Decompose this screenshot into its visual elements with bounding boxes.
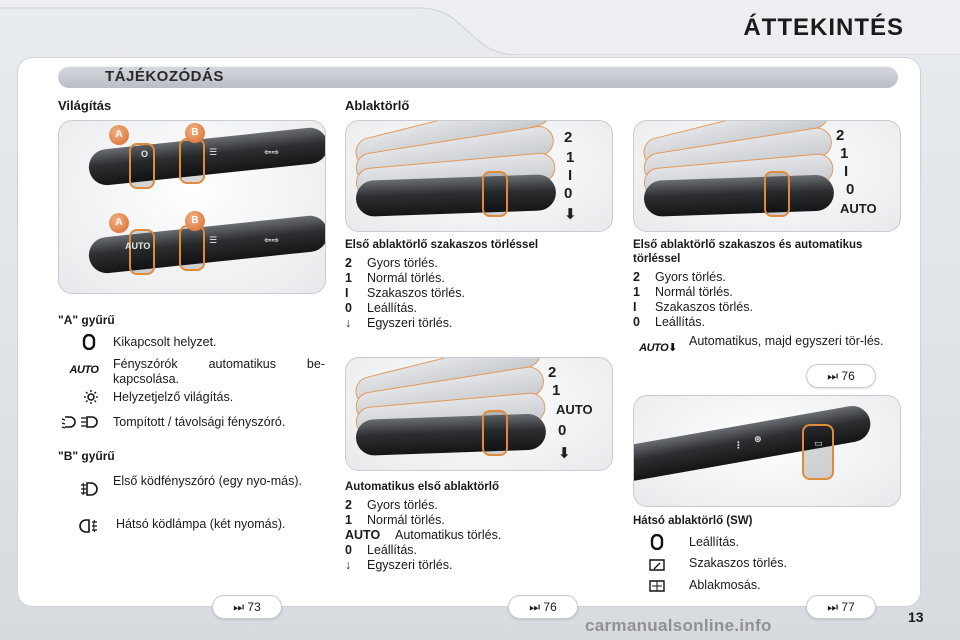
list-item bbox=[345, 498, 501, 513]
list-item bbox=[345, 271, 465, 286]
list-text: Gyors törlés. bbox=[367, 498, 438, 512]
list-text: Leállítás. bbox=[367, 543, 418, 557]
off-ring-icon bbox=[72, 334, 106, 352]
list-text: Szakaszos törlés. bbox=[367, 286, 465, 300]
list-item bbox=[345, 256, 465, 271]
list-key: 0 bbox=[345, 301, 352, 315]
list-text: Leállítás. bbox=[367, 301, 418, 315]
list-item bbox=[633, 270, 753, 285]
intermittent-auto-ring-band bbox=[764, 171, 790, 217]
page-title: ÁTTEKINTÉS bbox=[743, 14, 904, 41]
rear-fog-icon bbox=[72, 518, 106, 536]
list-text: Normál törlés. bbox=[655, 285, 733, 299]
list-item bbox=[345, 286, 465, 301]
section-title: TÁJÉKOZÓDÁS bbox=[105, 68, 224, 85]
list-text: Leállítás. bbox=[655, 315, 706, 329]
ref-page-77: 77 bbox=[841, 600, 855, 614]
list-text: Gyors törlés. bbox=[655, 270, 726, 284]
position-label-2: 2 bbox=[548, 364, 557, 381]
list-key: AUTO bbox=[345, 528, 381, 542]
intermittent-stalk bbox=[355, 174, 556, 217]
intermittent-list bbox=[345, 256, 465, 331]
list-text: Gyors törlés. bbox=[367, 256, 438, 270]
intermittent-auto-item-auto: Automatikus, majd egyszeri tör-lés. bbox=[689, 334, 884, 348]
position-label-1: 1 bbox=[566, 149, 575, 166]
wipers-heading: Ablaktörlő bbox=[345, 98, 410, 113]
stalk-mark-scale: ⋮ bbox=[734, 440, 743, 450]
list-key: 1 bbox=[345, 271, 352, 285]
ref-pill-lighting[interactable] bbox=[212, 595, 282, 619]
list-text: Egyszeri törlés. bbox=[367, 316, 453, 330]
list-item bbox=[345, 558, 501, 573]
rear-intermittent-icon bbox=[640, 557, 674, 575]
ring-b-heading: "B" gyűrű bbox=[58, 449, 115, 463]
ring-a-badge: A bbox=[109, 125, 129, 145]
intermittent-auto-list bbox=[633, 270, 753, 330]
list-key: ↓ bbox=[345, 558, 352, 572]
intermittent-wiper-illustration bbox=[345, 120, 613, 232]
list-key: 2 bbox=[633, 270, 640, 284]
intermittent-auto-wiper-illustration bbox=[633, 120, 901, 232]
ring-b-badge-lower: B bbox=[185, 211, 205, 231]
position-label-1: 1 bbox=[552, 382, 561, 399]
sidelight-icon bbox=[74, 389, 108, 407]
off-ring-icon bbox=[640, 534, 674, 552]
ring-b-band bbox=[179, 138, 205, 184]
ring-a-item-sidelight: Helyzetjelző világítás. bbox=[113, 390, 234, 404]
ring-a-item-auto: Fényszórók automatikus be-kapcsolása. bbox=[113, 357, 325, 386]
rear-wiper-illustration bbox=[633, 395, 901, 507]
position-label-auto: AUTO bbox=[556, 402, 593, 417]
ring-b-item-front-fog: Első ködfényszóró (egy nyo-más). bbox=[113, 474, 302, 488]
list-item bbox=[345, 316, 465, 331]
list-key: 2 bbox=[345, 256, 352, 270]
ring-a-item-off: Kikapcsolt helyzet. bbox=[113, 335, 217, 349]
auto-icon: AUTO bbox=[69, 364, 99, 376]
position-label-i: I bbox=[844, 163, 849, 180]
list-item bbox=[633, 315, 753, 330]
ring-b-item-rear-fog: Hátsó ködlámpa (két nyomás). bbox=[116, 517, 286, 531]
list-key: I bbox=[633, 300, 637, 314]
automatic-heading: Automatikus első ablaktörlő bbox=[345, 481, 500, 493]
auto-single-wipe-icon-text: AUTO bbox=[639, 342, 669, 354]
ring-a-badge-lower: A bbox=[109, 213, 129, 233]
automatic-stalk bbox=[355, 413, 546, 456]
automatic-wiper-illustration bbox=[345, 357, 613, 471]
stalk-mark-auto: AUTO bbox=[125, 241, 151, 251]
list-key: 0 bbox=[345, 543, 352, 557]
position-label-2: 2 bbox=[836, 127, 845, 144]
position-label-0: 0 bbox=[558, 422, 567, 439]
intermittent-auto-heading: Első ablaktörlő szakaszos és automatikus törléssel bbox=[633, 239, 863, 265]
position-label-0: 0 bbox=[846, 181, 855, 198]
list-item bbox=[345, 513, 501, 528]
stalk-mark-arrows: ⇦⇨ bbox=[264, 147, 280, 157]
position-label-1: 1 bbox=[840, 145, 849, 162]
auto-single-wipe-icon: AUTO⬇ bbox=[639, 342, 677, 354]
stalk-mark-arrows-lower: ⇦⇨ bbox=[264, 235, 280, 245]
lighting-heading: Világítás bbox=[58, 98, 112, 113]
list-key: 0 bbox=[633, 315, 640, 329]
stalk-mark-fog: ☰ bbox=[209, 147, 218, 157]
position-label-auto: AUTO bbox=[840, 201, 877, 216]
ring-a-item-beam: Tompított / távolsági fényszóró. bbox=[113, 415, 286, 429]
list-item bbox=[633, 300, 753, 315]
list-key: I bbox=[345, 286, 349, 300]
list-key: ↓ bbox=[345, 316, 352, 330]
position-label-i: I bbox=[568, 167, 573, 184]
ref-page-76: 76 bbox=[543, 600, 557, 614]
page-number: 13 bbox=[908, 609, 924, 625]
list-item bbox=[345, 543, 501, 558]
dipped-main-beam-icon bbox=[60, 414, 104, 432]
lighting-stalk-illustration bbox=[58, 120, 326, 294]
ring-a-heading: "A" gyűrű bbox=[58, 313, 115, 327]
position-label-0: 0 bbox=[564, 185, 573, 202]
automatic-ring-band bbox=[482, 410, 508, 456]
ring-b-badge: B bbox=[185, 123, 205, 143]
single-wipe-arrow-icon: ⬇ bbox=[564, 206, 577, 223]
stalk-mark-wash: ⊕ bbox=[754, 434, 762, 444]
list-text: Normál törlés. bbox=[367, 513, 445, 527]
ref-page-76: 76 bbox=[841, 369, 855, 383]
ref-arrow-icon: ⏭ bbox=[529, 600, 541, 614]
rear-wash-icon bbox=[640, 578, 674, 596]
list-text: Normál törlés. bbox=[367, 271, 445, 285]
intermittent-ring-band bbox=[482, 171, 508, 217]
rear-item-intermittent: Szakaszos törlés. bbox=[689, 556, 787, 570]
intermittent-heading: Első ablaktörlő szakaszos törléssel bbox=[345, 239, 539, 251]
list-key: 1 bbox=[345, 513, 352, 527]
rear-wiper-heading: Hátsó ablaktörlő (SW) bbox=[633, 515, 753, 527]
ref-pill-rear-wiper[interactable] bbox=[806, 595, 876, 619]
single-wipe-arrow-icon: ⬇ bbox=[558, 445, 571, 462]
ref-arrow-icon: ⏭ bbox=[233, 600, 245, 614]
rear-item-wash: Ablakmosás. bbox=[689, 578, 761, 592]
watermark: carmanualsonline.info bbox=[585, 616, 772, 635]
rear-wiper-ring-band bbox=[802, 424, 834, 480]
list-text: Automatikus törlés. bbox=[395, 528, 502, 542]
list-key: 2 bbox=[345, 498, 352, 512]
list-item bbox=[345, 301, 465, 316]
list-item bbox=[633, 285, 753, 300]
front-fog-icon bbox=[72, 481, 106, 499]
ring-a-band-lower bbox=[129, 229, 155, 275]
stalk-mark-rear: ▭ bbox=[814, 438, 823, 448]
ring-b-band-lower bbox=[179, 225, 205, 271]
automatic-list bbox=[345, 498, 501, 573]
ref-arrow-icon: ⏭ bbox=[827, 600, 839, 614]
ref-pill-automatic-wiper[interactable] bbox=[508, 595, 578, 619]
ref-arrow-icon: ⏭ bbox=[827, 369, 839, 383]
list-text: Szakaszos törlés. bbox=[655, 300, 753, 314]
position-label-2: 2 bbox=[564, 129, 573, 146]
rear-item-off: Leállítás. bbox=[689, 535, 740, 549]
ref-page-73: 73 bbox=[247, 600, 261, 614]
list-text: Egyszeri törlés. bbox=[367, 558, 453, 572]
list-item bbox=[345, 528, 501, 543]
ref-pill-intermittent-auto-wiper[interactable] bbox=[806, 364, 876, 388]
intermittent-auto-stalk bbox=[643, 174, 834, 217]
stalk-mark-off: O bbox=[141, 149, 149, 159]
stalk-mark-fog-lower: ☰ bbox=[209, 235, 218, 245]
list-key: 1 bbox=[633, 285, 640, 299]
